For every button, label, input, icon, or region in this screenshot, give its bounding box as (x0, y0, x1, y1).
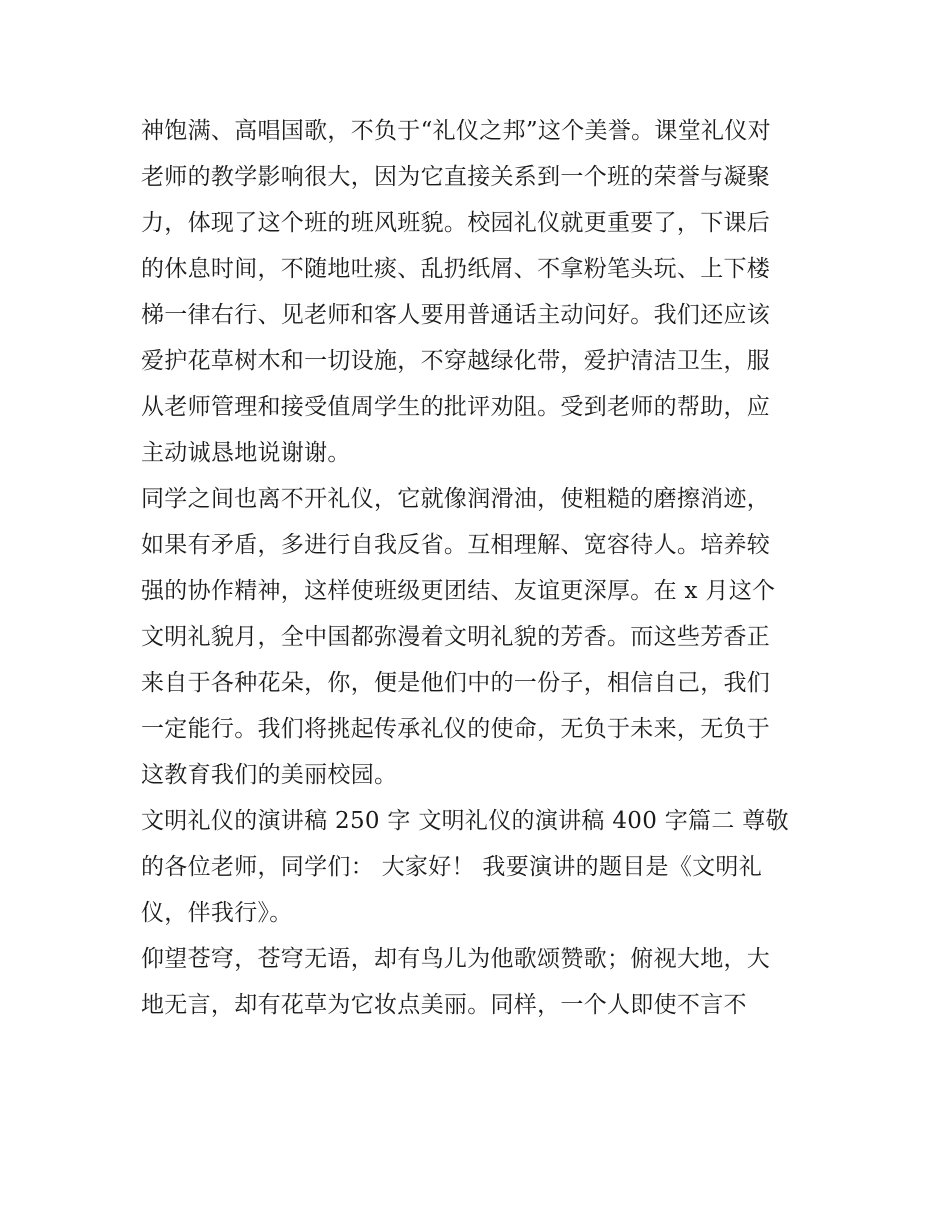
text-line: 仪，伴我行》。 (141, 900, 293, 926)
text-line: 强的协作精神，这样使班级更团结、友谊更深厚。在 x 月这个 (141, 578, 776, 604)
text-line: 同学之间也离不开礼仪，它就像润滑油，使粗糙的磨擦消迹， (141, 486, 771, 512)
text-line: 文明礼貌月，全中国都弥漫着文明礼貌的芳香。而这些芳香正 (141, 624, 771, 650)
text-line: 如果有矛盾，多进行自我反省。互相理解、宽容待人。培养较 (141, 532, 771, 558)
text-line: 的休息时间，不随地吐痰、乱扔纸屑、不拿粉笔头玩、上下楼 (141, 256, 771, 282)
text-line: 一定能行。我们将挑起传承礼仪的使命，无负于未来，无负于 (141, 716, 771, 742)
text-line: 仰望苍穹，苍穹无语，却有鸟儿为他歌颂赞歌；俯视大地，大 (141, 946, 771, 972)
text-line: 力，体现了这个班的班风班貌。校园礼仪就更重要了，下课后 (141, 210, 771, 236)
text-line: 主动诚恳地说谢谢。 (141, 440, 351, 466)
text-line: 这教育我们的美丽校园。 (141, 762, 398, 788)
text-line: 爱护花草树木和一切设施，不穿越绿化带，爱护清洁卫生，服 (141, 348, 771, 374)
text-line: 来自于各种花朵，你，便是他们中的一份子，相信自己，我们 (141, 670, 771, 696)
text-line: 神饱满、高唱国歌，不负于“礼仪之邦”这个美誉。课堂礼仪对 (141, 118, 771, 144)
text-line: 梯一律右行、见老师和客人要用普通话主动问好。我们还应该 (141, 302, 771, 328)
text-line: 老师的教学影响很大，因为它直接关系到一个班的荣誉与凝聚 (141, 164, 771, 190)
text-line: 的各位老师，同学们： 大家好！ 我要演讲的题目是《文明礼 (141, 854, 763, 880)
document-body-text (141, 108, 813, 1028)
text-line: 文明礼仪的演讲稿 250 字 文明礼仪的演讲稿 400 字篇二 尊敬 (141, 808, 789, 834)
text-line: 地无言，却有花草为它妆点美丽。同样，一个人即使不言不 (141, 992, 747, 1018)
text-line: 从老师管理和接受值周学生的批评劝阻。受到老师的帮助，应 (141, 394, 771, 420)
